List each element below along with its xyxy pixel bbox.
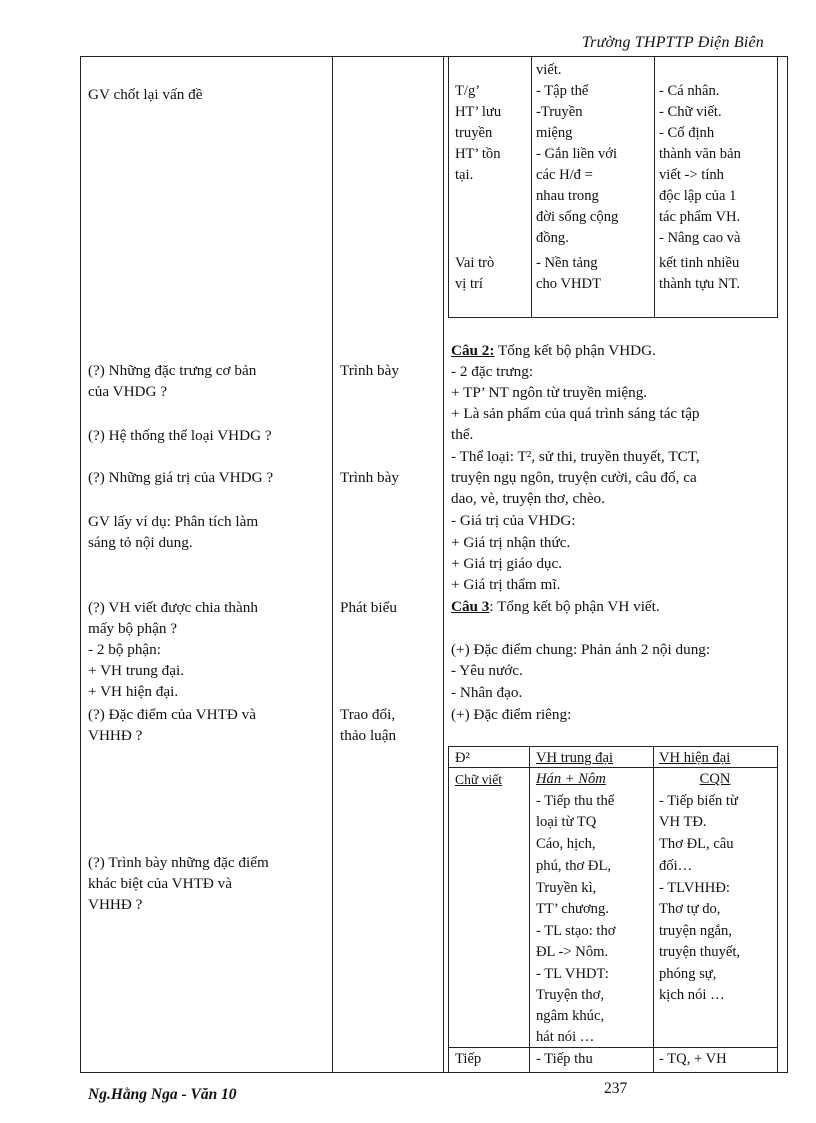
table1-r0c2: viết. — [536, 62, 562, 78]
cau2-line: + Giá trị giáo dục. — [451, 555, 563, 572]
table1-c3-line: - Cá nhân. — [659, 83, 720, 99]
frame-col2-right — [443, 56, 444, 1072]
table2-r1c1-line: hát nói … — [536, 1029, 595, 1045]
cau3-line: (+) Đặc điểm riêng: — [451, 706, 572, 723]
footer-author: Ng.Hằng Nga - Văn 10 — [88, 1086, 237, 1103]
table2-r1c2-line: Thơ tự do, — [659, 901, 721, 917]
cau3-line: - Nhân đạo. — [451, 684, 523, 701]
cau2-line: - Giá trị của VHDG: — [451, 512, 576, 529]
table1-divider-2 — [654, 56, 655, 317]
cau2-line: - Thể loại: T², sử thi, truyền thuyết, TCT, — [451, 448, 700, 465]
table1-divider-1 — [531, 56, 532, 317]
cau2-line: + Giá trị thẩm mĩ. — [451, 576, 561, 593]
table2-h1: VH trung đại — [536, 750, 614, 766]
frame-left — [80, 56, 81, 1072]
table1-c2-line: các H/đ = — [536, 167, 593, 183]
table1-c3-line: - Chữ viết. — [659, 104, 722, 120]
gv-vidu-2: sáng tỏ nội dung. — [88, 534, 193, 551]
table2-divider-2 — [653, 746, 654, 1072]
table1-c2-line: nhau trong — [536, 188, 599, 204]
table2-r1c1-line: - TL stạo: thơ — [536, 923, 616, 939]
question-dac-diem-1: (?) Đặc điểm của VHTĐ và — [88, 706, 256, 723]
activity-trinh-bay-1: Trình bày — [340, 362, 399, 379]
table2-r1c1-line: Truyện thơ, — [536, 987, 604, 1003]
table1-c1-line: truyền — [455, 125, 493, 141]
question-khac-biet-1: (?) Trình bày những đặc điểm — [88, 854, 269, 871]
table2-r1c1-line: TT’ chương. — [536, 901, 609, 917]
table1-c3-line: thành tựu NT. — [659, 276, 740, 292]
question-vh-viet-2: mấy bộ phận ? — [88, 620, 177, 637]
table2-h0: Đ² — [455, 750, 470, 766]
cau2-line: + TP’ NT ngôn từ truyền miệng. — [451, 384, 648, 401]
table2-r2c2: - TQ, + VH — [659, 1051, 727, 1067]
table1-c3-line: - Cố định — [659, 125, 715, 141]
table1-c1-line: tại. — [455, 167, 474, 183]
question-khac-biet-2: khác biệt của VHTĐ và — [88, 875, 232, 892]
gv-vidu-1: GV lấy ví dụ: Phân tích làm — [88, 513, 259, 530]
school-header: Trường THPTTP Điện Biên — [581, 34, 764, 51]
question-vh-viet-4: + VH trung đại. — [88, 662, 185, 679]
table1-c2-line: -Truyền — [536, 104, 583, 120]
table2-divider-1 — [529, 746, 530, 1072]
table1-c1-line: HT’ tồn — [455, 146, 501, 162]
table2-r1c2-line: phóng sự, — [659, 966, 717, 982]
table2-r1c0: Chữ viết — [455, 772, 503, 787]
table2-r1c1-line: Cáo, hịch, — [536, 836, 596, 852]
cau2-line: thể. — [451, 426, 474, 443]
cau2-line: truyện ngụ ngôn, truyện cười, câu đố, ca — [451, 469, 697, 486]
table1-c2-line: miệng — [536, 125, 573, 141]
cau2-line: - 2 đặc trưng: — [451, 363, 534, 380]
table2-r1c2-title: CQN — [699, 771, 731, 787]
question-dac-diem-2: VHHĐ ? — [88, 727, 143, 744]
question-dac-trung: (?) Những đặc trưng cơ bản — [88, 362, 257, 379]
gv-chot-text: GV chốt lại vấn đề — [88, 86, 203, 103]
table1-c2-line: - Tập thể — [536, 83, 589, 99]
table1-c1b-line: vị trí — [455, 276, 483, 292]
question-the-loai: (?) Hệ thống thể loại VHDG ? — [88, 427, 272, 444]
cau2-heading: Câu 2: Tổng kết bộ phận VHDG. — [451, 342, 656, 359]
table2-row-rule — [448, 1047, 777, 1048]
activity-trao-doi-1: Trao đổi, — [340, 706, 396, 723]
table1-c1b-line: Vai trò — [455, 255, 495, 271]
table2-r1c2-line: VH TĐ. — [659, 814, 707, 830]
table2-r1c2-line: đối… — [659, 858, 693, 874]
table1-c2-line: đời sống cộng — [536, 209, 619, 225]
activity-phat-bieu: Phát biểu — [340, 599, 397, 616]
table2-r1c2-line: truyện thuyết, — [659, 944, 741, 960]
table2-r1c2-line: kịch nói … — [659, 987, 725, 1003]
table1-c2-line: - Gắn liền với — [536, 146, 618, 162]
cau3-line: - Yêu nước. — [451, 662, 523, 679]
table2-r1c1-line: Truyền kì, — [536, 880, 597, 896]
cau2-line: + Giá trị nhận thức. — [451, 534, 571, 551]
table1-c1-line: HT’ lưu — [455, 104, 502, 120]
table2-r1c2-line: Thơ ĐL, câu — [659, 836, 734, 852]
cau2-line: dao, vè, truyện thơ, chèo. — [451, 490, 605, 507]
frame-col1-right — [332, 56, 333, 1072]
table1-c3-line: viết -> tính — [659, 167, 724, 183]
table2-r2c1: - Tiếp thu — [536, 1051, 593, 1067]
frame-right — [787, 56, 788, 1072]
table1-c3-line: thành văn bản — [659, 146, 741, 162]
table2-r2c0: Tiếp — [455, 1051, 482, 1067]
table2-r1c1-line: - Tiếp thu thể — [536, 793, 615, 809]
table1-c2-line: - Nền tảng — [536, 255, 598, 271]
question-khac-biet-3: VHHĐ ? — [88, 896, 143, 913]
question-vh-viet-3: - 2 bộ phận: — [88, 641, 161, 658]
table2-r1c1-line: ĐL -> Nôm. — [536, 944, 609, 960]
cau2-line: + Là sản phẩm của quá trình sáng tác tập — [451, 405, 700, 422]
table1-c3-line: - Nâng cao và — [659, 230, 741, 246]
table2-r1c1-title: Hán + Nôm — [536, 771, 606, 787]
table2-r1c1-line: phú, thơ ĐL, — [536, 858, 612, 874]
cau3-heading: Câu 3: Tổng kết bộ phận VH viết. — [451, 598, 660, 615]
cau3-line: (+) Đặc điểm chung: Phản ánh 2 nội dung: — [451, 641, 711, 658]
question-vh-viet-1: (?) VH viết được chia thành — [88, 599, 258, 616]
question-gia-tri: (?) Những giá trị của VHDG ? — [88, 469, 274, 486]
page-number: 237 — [604, 1080, 628, 1097]
table1-c3-line: độc lập của 1 — [659, 188, 737, 204]
table2-r1c1-line: ngâm khúc, — [536, 1008, 605, 1024]
question-vh-viet-5: + VH hiện đại. — [88, 683, 179, 700]
activity-trinh-bay-2: Trình bày — [340, 469, 399, 486]
activity-trao-doi-2: thảo luận — [340, 727, 397, 744]
table2-r1c2-line: - Tiếp biến từ — [659, 793, 738, 809]
table2-r1c2-line: - TLVHHĐ: — [659, 880, 730, 896]
table1-c2-line: đồng. — [536, 230, 569, 246]
table1-c3-line: tác phẩm VH. — [659, 209, 741, 225]
table1-c2-line: cho VHDT — [536, 276, 601, 292]
table1-c3-line: kết tinh nhiều — [659, 255, 740, 271]
table2-r1c1-line: loại từ TQ — [536, 814, 597, 830]
table2-r1c1-line: - TL VHDT: — [536, 966, 609, 982]
table2-r1c2-line: truyện ngắn, — [659, 923, 732, 939]
question-dac-trung-2: của VHDG ? — [88, 383, 168, 400]
table1-c1-line: T/g’ — [455, 83, 481, 99]
table2-h2: VH hiện đại — [659, 750, 731, 766]
